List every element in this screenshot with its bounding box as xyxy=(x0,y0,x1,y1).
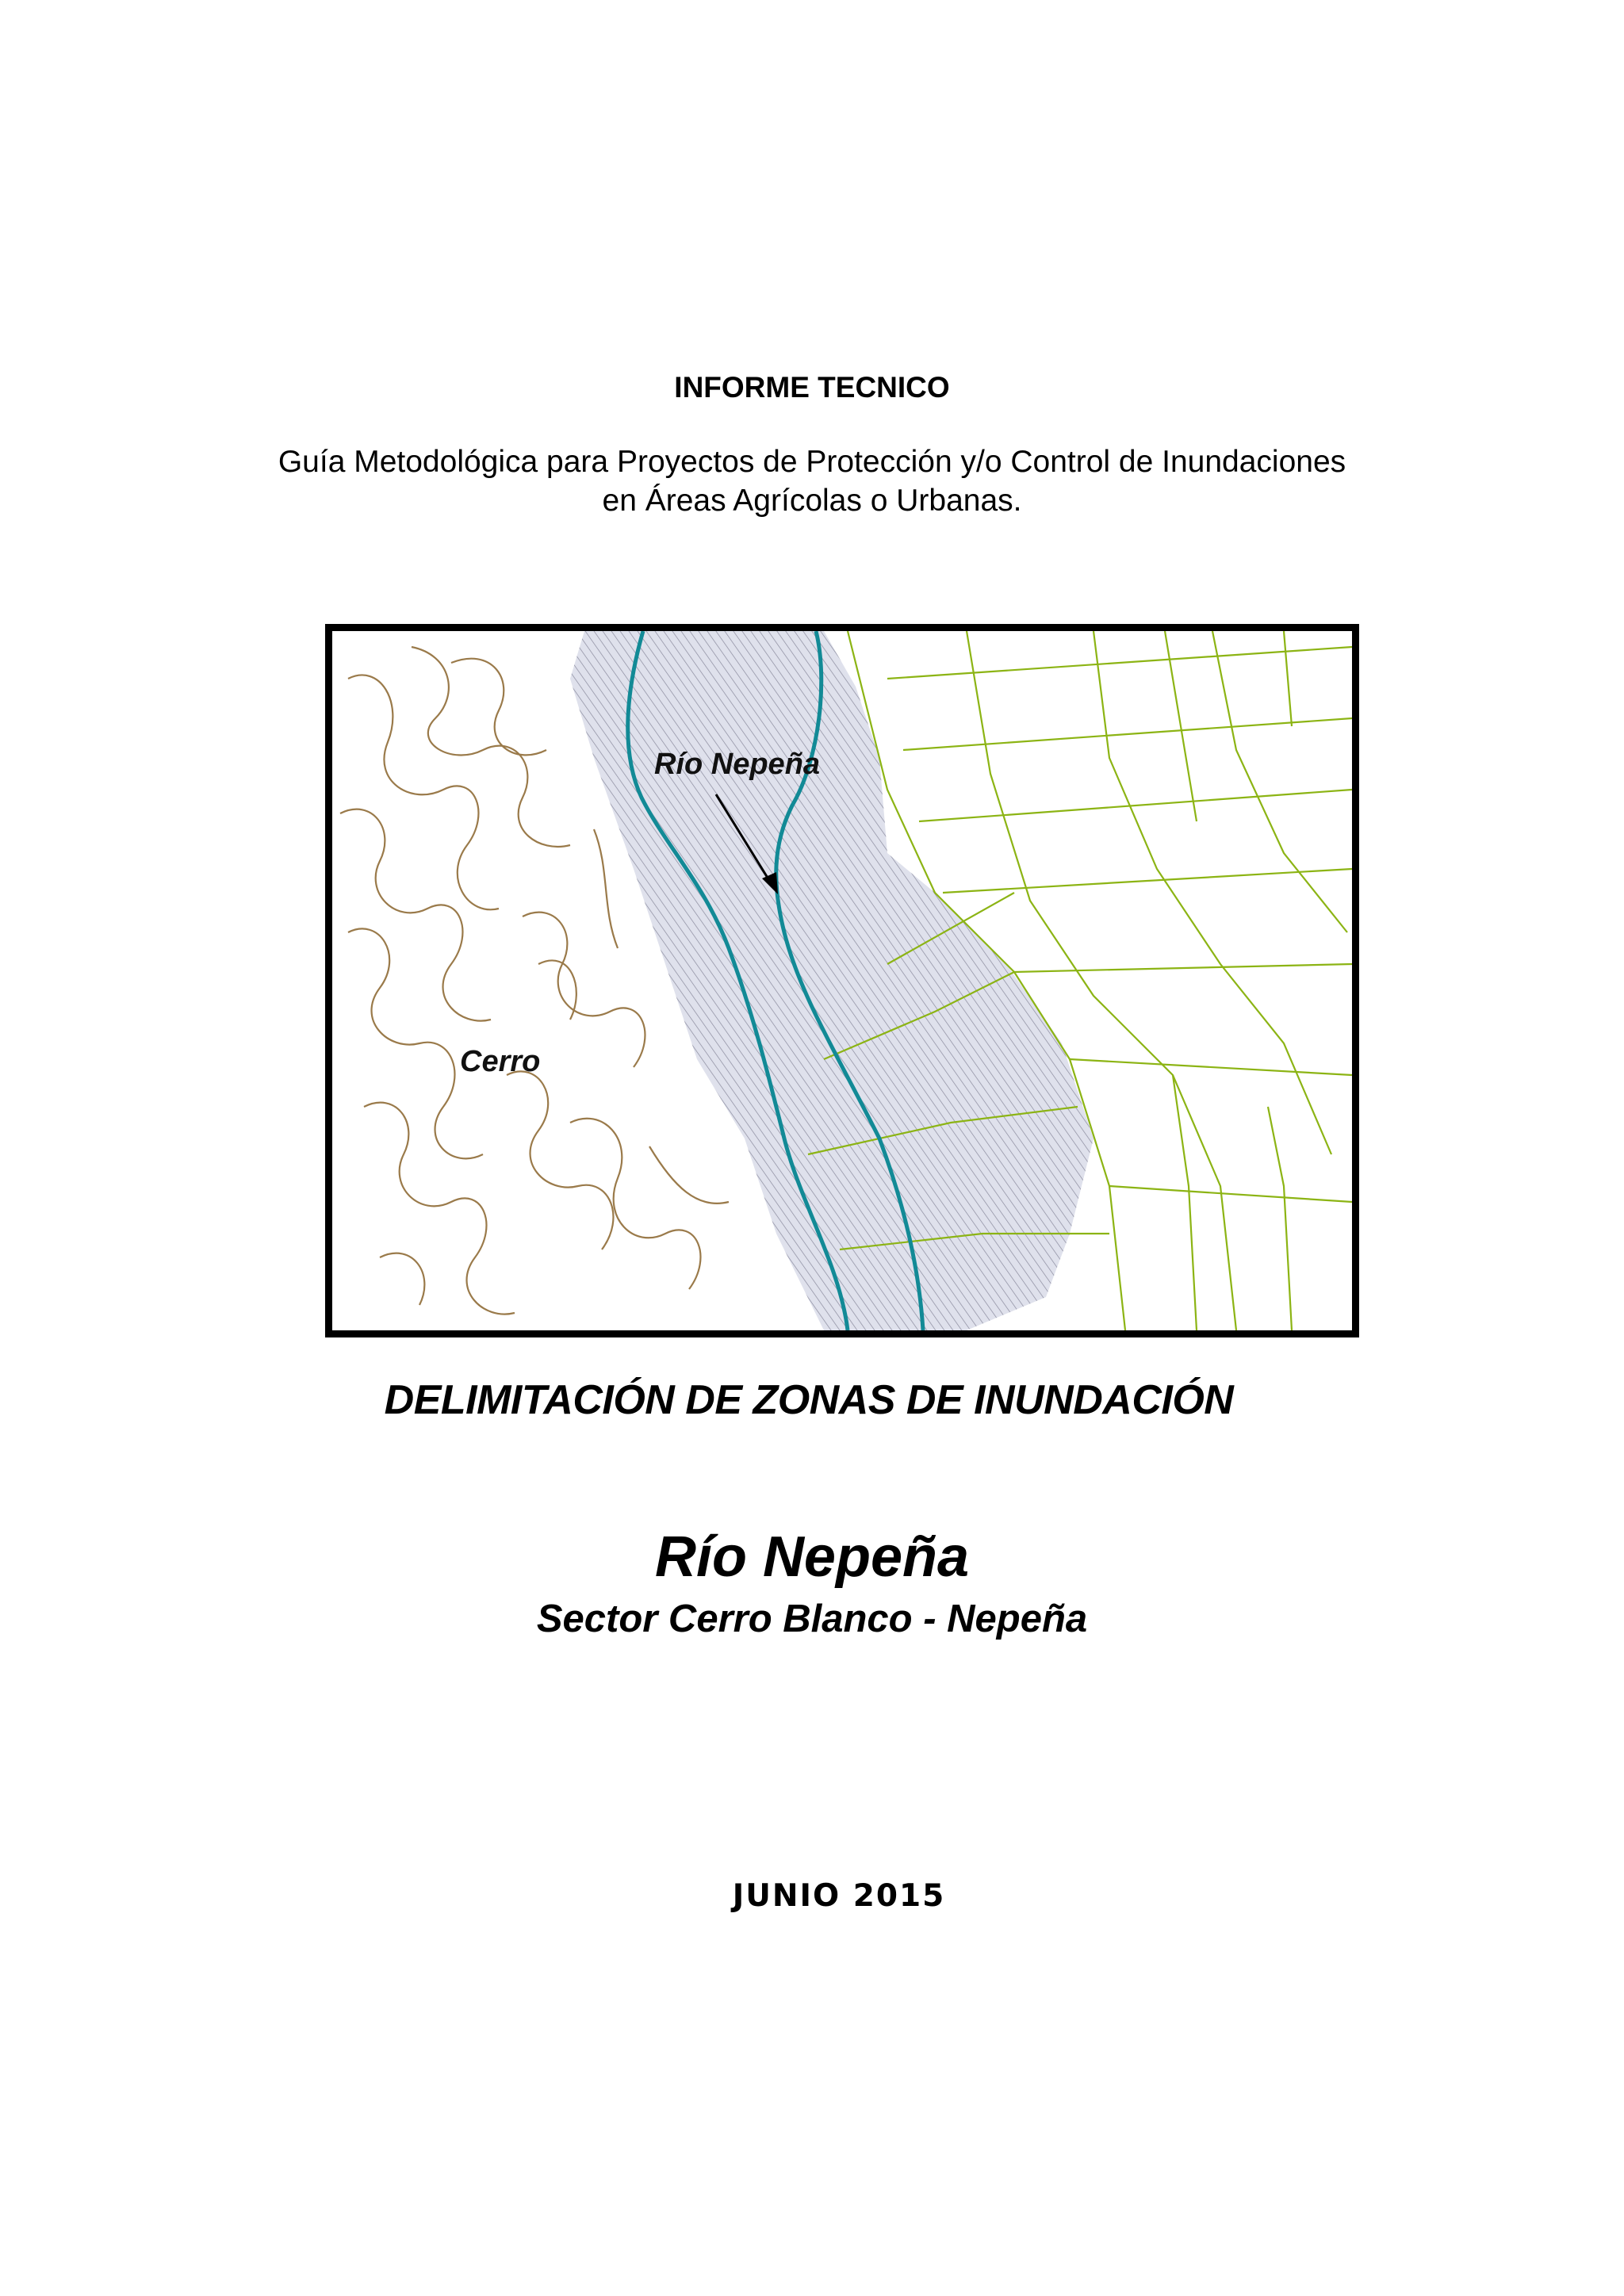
publication-date: JUNIO 2015 xyxy=(732,1878,946,1914)
report-subtitle xyxy=(0,442,1624,520)
main-heading: DELIMITACIÓN DE ZONAS DE INUNDACIÓN xyxy=(384,1377,1234,1423)
floodplain-hatch xyxy=(570,631,1094,1330)
map-drawing xyxy=(332,631,1352,1330)
sector-name: Sector Cerro Blanco - Nepeña xyxy=(536,1598,1088,1640)
subtitle-line-1: Guía Metodológica para Proyectos de Protección y/o Control de Inundaciones xyxy=(278,445,1346,479)
flood-zone-map xyxy=(325,624,1359,1337)
river-name: Río Nepeña xyxy=(654,1525,970,1589)
hill-label: Cerro xyxy=(460,1045,541,1078)
river-label: Río Nepeña xyxy=(654,748,821,781)
report-type-title: INFORME TECNICO xyxy=(674,371,950,404)
subtitle-line-2: en Áreas Agrícolas o Urbanas. xyxy=(602,484,1022,518)
